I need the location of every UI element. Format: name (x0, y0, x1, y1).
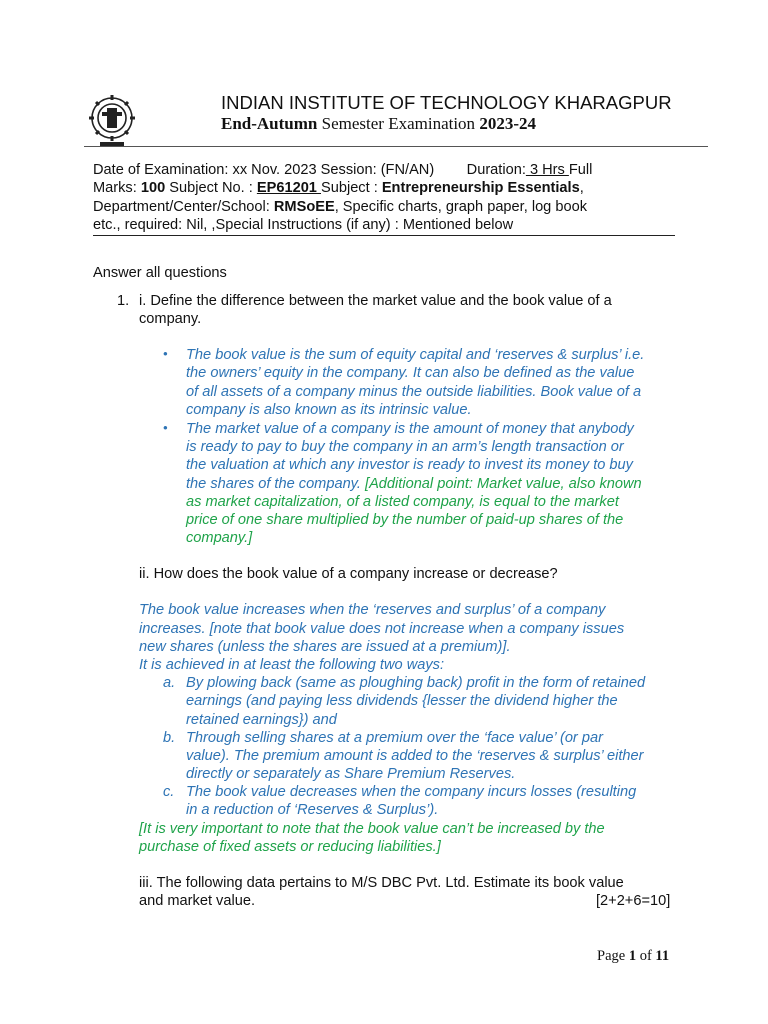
institute-title: INDIAN INSTITUTE OF TECHNOLOGY KHARAGPUR (221, 92, 672, 113)
details-line-3 (93, 198, 587, 216)
item-a-label: a. (163, 675, 176, 691)
additional-point-line-4: company.] (186, 530, 253, 546)
iit-kgp-emblem-icon (86, 94, 138, 150)
details-divider (93, 235, 675, 236)
subject-value: Entrepreneurship Essentials (381, 180, 580, 196)
details-line-4: etc., required: Nil, ,Special Instructions (if any) : Mentioned below (93, 217, 514, 233)
answer-ii-line-2: increases. [note that book value does not increase when a company issues (139, 621, 625, 637)
item-b-line-1: Through selling shares at a premium over the ‘face value’ (or par (186, 730, 603, 746)
question-1ii: ii. How does the book value of a company increase or decrease? (139, 566, 558, 582)
item-a-line-3: retained earnings}) and (186, 712, 337, 728)
subject-no-label: Subject No. : (165, 180, 257, 196)
answer-ii-line-1: The book value increases when the ‘reserves and surplus’ of a company (139, 602, 606, 618)
page-of: of (636, 948, 656, 964)
page-current: 1 (628, 948, 637, 964)
bullet-icon: • (163, 420, 168, 435)
session-blank (434, 162, 466, 178)
item-b-label: b. (163, 730, 176, 746)
item-a-line-1: By plowing back (same as ploughing back) profit in the form of retained (186, 675, 646, 691)
dept-value: RMSoEE (273, 199, 335, 215)
answer-bullet-2-line-1: The market value of a company is the amount of money that anybody (186, 421, 634, 437)
exam-year: 2023-24 (479, 114, 536, 133)
page-word: Page (597, 948, 629, 964)
additional-point-line-2: as market capitalization, of a listed company, is equal to the market (186, 494, 619, 510)
item-c-label: c. (163, 784, 175, 800)
answer-bullet-1-line-3: of all assets of a company minus the outside liabilities. Book value of a (186, 384, 642, 400)
header-divider (84, 146, 708, 147)
bullet-icon: • (163, 346, 168, 361)
item-a-line-2: earnings (and paying less dividends {lesser the dividend higher the (186, 693, 618, 709)
note-line-1: [It is very important to note that the book value can’t be increased by the (139, 821, 605, 837)
exam-term: End-Autumn (221, 114, 318, 133)
marks-label: Marks: (93, 180, 141, 196)
question-1i-line-1: i. Define the difference between the market value and the book value of a (139, 293, 612, 309)
answer-bullet-2-line-2: is ready to pay to buy the company in an arm’s length transaction or (186, 439, 624, 455)
answer-ii-line-3: new shares (unless the shares are issued at a premium)]. (139, 639, 511, 655)
note-line-2: purchase of fixed assets or reducing liabilities.] (139, 839, 441, 855)
dept-label: Department/Center/School: (93, 199, 274, 215)
answer-bullet-1-line-1: The book value is the sum of equity capital and ‘reserves & surplus’ i.e. (186, 347, 645, 363)
item-b-line-2: value). The premium amount is added to the ‘reserves & surplus’ either (186, 748, 644, 764)
answer-ii-line-4: It is achieved in at least the following two ways: (139, 657, 445, 673)
exam-name: Semester Examination (317, 114, 480, 133)
question-1i-line-2: company. (139, 311, 202, 327)
item-b-line-3: directly or separately as Share Premium Reserves. (186, 766, 516, 782)
date-session: Date of Examination: xx Nov. 2023 Session: (FN/AN) (93, 162, 435, 178)
additional-point-line-3: price of one share multiplied by the number of paid-up shares of the (186, 512, 624, 528)
page-total: 11 (655, 948, 670, 964)
question-1iii-line-1: iii. The following data pertains to M/S DBC Pvt. Ltd. Estimate its book value (139, 875, 624, 891)
answer-bullet-2-line-3: the valuation at which any investor is ready to invest its money to buy (186, 457, 633, 473)
instructions: Answer all questions (93, 265, 227, 281)
additional-point-start: [Additional point: Market value, also known (365, 476, 642, 492)
item-c-line-1: The book value decreases when the company incurs losses (resulting (186, 784, 637, 800)
answer-bullet-2-blue-end: the shares of the company. (186, 476, 366, 492)
full-label: Full (568, 162, 593, 178)
question-1iii-line-2: and market value. (139, 893, 256, 909)
marks-breakdown: [2+2+6=10] (596, 893, 671, 909)
details-line-2 (93, 179, 584, 197)
subject-no-value: EP61201 (256, 180, 321, 196)
comma: , (579, 180, 584, 196)
duration-value: 3 Hrs (525, 162, 569, 178)
answer-bullet-1-line-4: company is also known as its intrinsic value. (186, 402, 472, 418)
answer-bullet-1-line-2: the owners’ equity in the company. It can also be defined as the value (186, 365, 635, 381)
answer-bullet-2-line-4 (186, 475, 642, 493)
page-number (597, 947, 669, 965)
question-number: 1. (117, 293, 130, 309)
duration-label: Duration: (466, 162, 526, 178)
materials-text: , Specific charts, graph paper, log book (334, 199, 588, 215)
item-c-line-2: in a reduction of ‘Reserves & Surplus’). (186, 802, 439, 818)
details-line-1 (93, 161, 592, 179)
exam-title (221, 114, 536, 134)
marks-value: 100 (140, 180, 166, 196)
subject-label: Subject : (320, 180, 382, 196)
